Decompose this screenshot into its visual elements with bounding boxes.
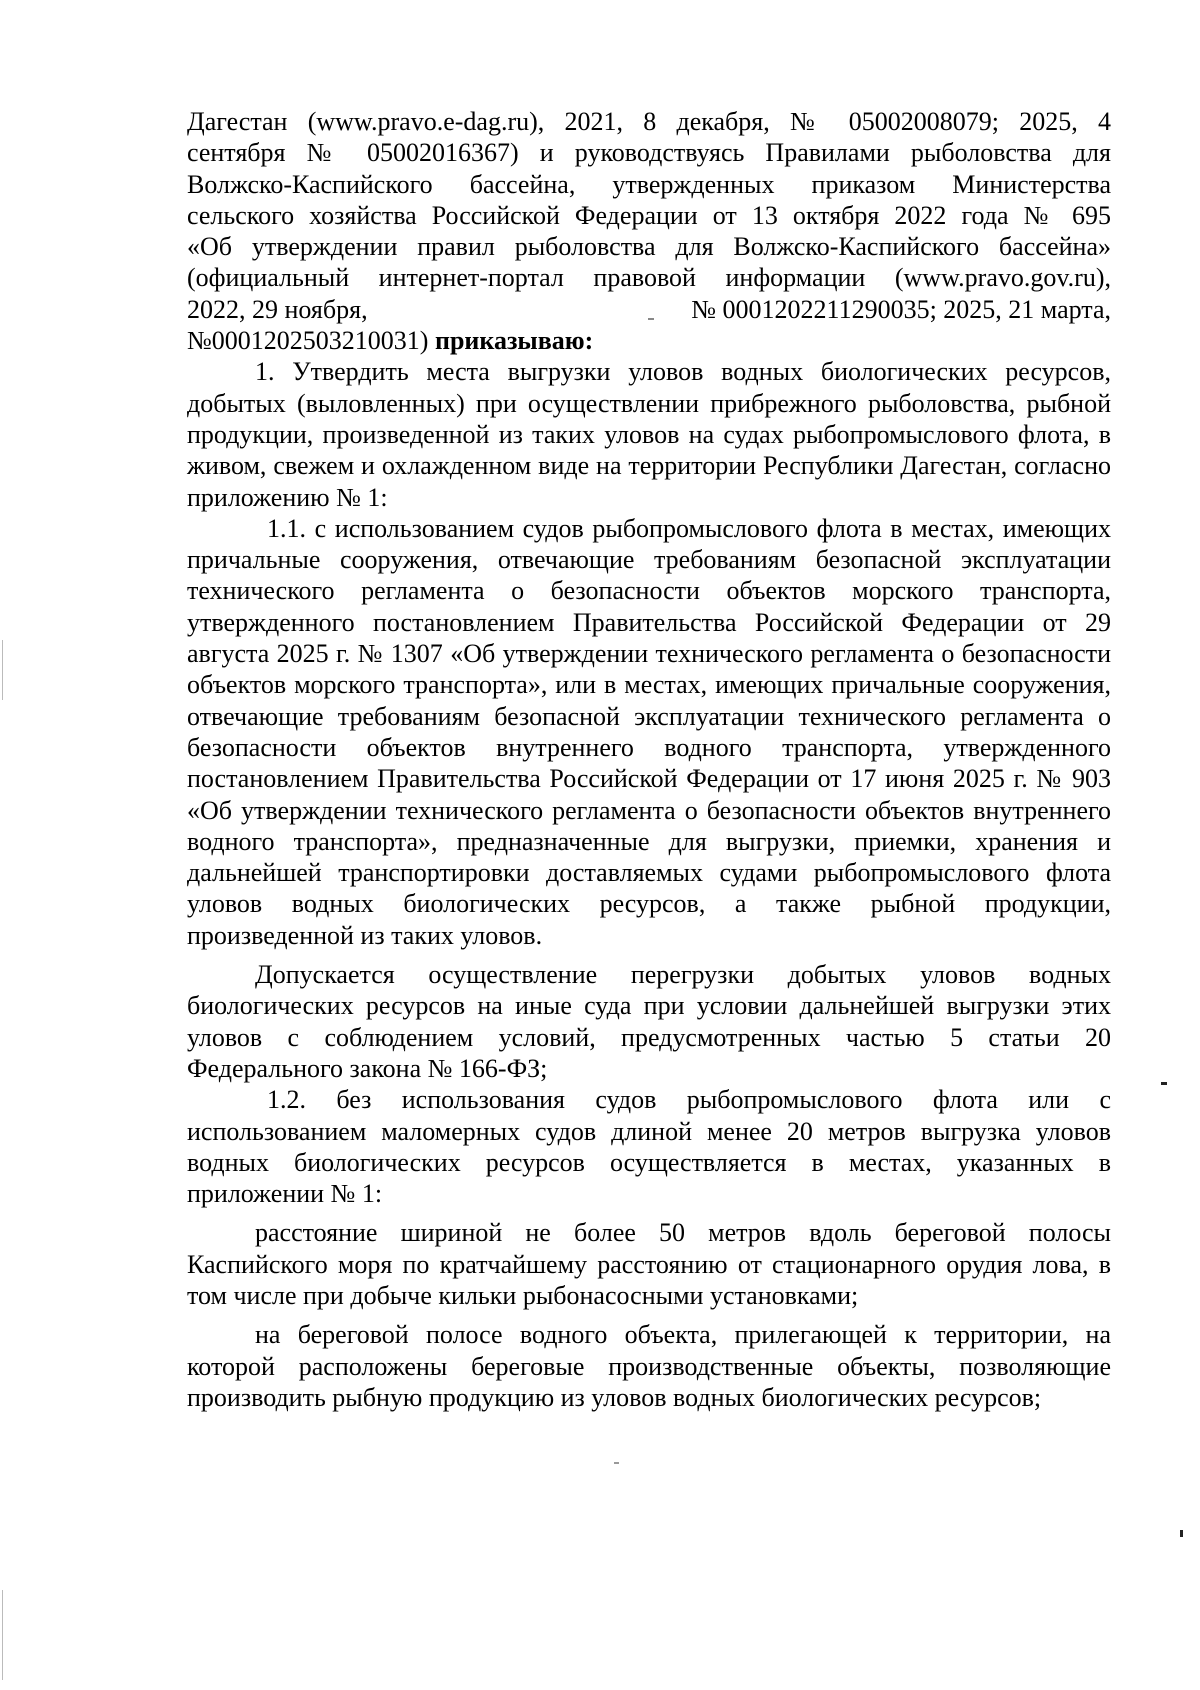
scan-speck	[1161, 1082, 1167, 1085]
distance-paragraph: расстояние шириной не более 50 метров вдоль береговой полосы Каспийского моря по кратчайшему расстоянию от стационарного орудия лова, в том числе при добыче кильки рыбонасосными установками;	[187, 1218, 1111, 1310]
intro-line: «Об утверждении правил рыболовства для Волжско-Каспийского бассейна»	[187, 232, 1111, 262]
intro-line: Волжско-Каспийского бассейна, утвержденных приказом Министерства	[187, 169, 1111, 199]
intro-line: сентября № 05002016367) и руководствуясь Правилами рыболовства для	[187, 138, 1111, 168]
order-keyword: приказываю:	[434, 326, 594, 356]
item-1-2: 1.2. без использования судов рыбопромыслового флота или с использованием маломерных судов длиной менее 20 метров выгрузка уловов водных биологических ресурсов осуществляется в местах, указанных в приложении № 1:	[187, 1085, 1111, 1209]
intro-line: (официальный интернет-портал правовой информации (www.pravo.gov.ru),	[187, 263, 1111, 293]
scan-speck	[648, 318, 654, 320]
reference-number: №0001202503210031)	[187, 326, 435, 356]
item-1: 1. Утвердить места выгрузки уловов водных биологических ресурсов, добытых (выловленных) при осуществлении прибрежного рыболовства, рыбной продукции, произведенной из таких уловов на судах рыбопромыслового флота, в живом, свежем и охлажденном виде на территории Республики Дагестан, согласно приложению № 1:	[187, 357, 1111, 512]
intro-line-left: 2022, 29 ноября,	[187, 294, 368, 324]
item-1-1: 1.1. с использованием судов рыбопромыслового флота в местах, имеющих причальные сооружения, отвечающие требованиям безопасной эксплуатации технического регламента о безопасности объектов морского транспорта, утвержденного постановлением Правительства Российской Федерации от 29 августа 2025 г. № 1307 «Об утверждении технического регламента о безопасности объектов морского транспорта», или в местах, имеющих причальные сооружения, отвечающие требованиям безопасной эксплуатации технического регламента о безопасности объектов внутреннего водного транспорта, утвержденного постановлением Правительства Российской Федерации от 17 июня 2025 г. № 903 «Об утверждении технического регламента о безопасности объектов внутреннего водного транспорта», предназначенные для выгрузки, приемки, хранения и дальнейшей транспортировки доставляемых судами рыбопромыслового флота уловов водных биологических ресурсов, а также рыбной продукции, произведенной из таких уловов.	[187, 513, 1111, 950]
scan-speck	[614, 1462, 619, 1464]
intro-line-order	[187, 325, 1111, 356]
scan-edge-line	[2, 1590, 3, 1680]
shore-paragraph: на береговой полосе водного объекта, прилегающей к территории, на которой расположены береговые производственные объекты, позволяющие производить рыбную продукцию из уловов водных биологических ресурсов;	[187, 1320, 1111, 1412]
document-body	[187, 106, 1111, 1413]
scan-speck	[1180, 1530, 1183, 1537]
intro-line: сельского хозяйства Российской Федерации от 13 октября 2022 года № 695	[187, 200, 1111, 230]
intro-line-split	[187, 294, 1111, 325]
intro-line: Дагестан (www.pravo.e-dag.ru), 2021, 8 декабря, № 05002008079; 2025, 4	[187, 107, 1111, 136]
intro-line-right: № 0001202211290035; 2025, 21 марта,	[691, 294, 1111, 324]
transshipment-paragraph: Допускается осуществление перегрузки добытых уловов водных биологических ресурсов на иные суда при условии дальнейшей выгрузки этих уловов с соблюдением условий, предусмотренных частью 5 статьи 20 Федерального закона № 166-ФЗ;	[187, 960, 1111, 1083]
scan-edge-line	[2, 640, 3, 700]
